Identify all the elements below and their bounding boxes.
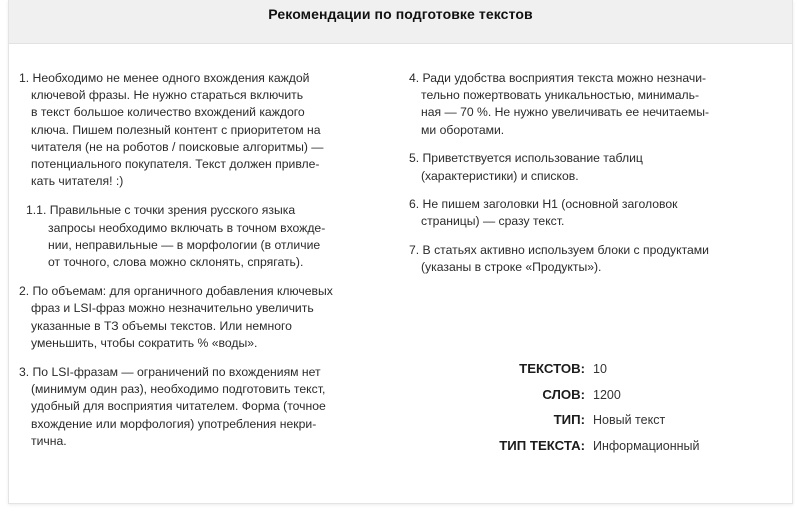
task-summary — [440, 361, 760, 463]
stat-label: ТИП ТЕКСТА: — [499, 437, 585, 453]
item-text: 2. По объемам: для органичного добавления ключевых — [19, 284, 333, 299]
recommendation-item-6 — [409, 196, 769, 230]
stat-value: 10 — [593, 362, 607, 376]
item-text: 5. Приветствуется использование таблиц — [409, 151, 643, 166]
item-text: страницы) — сразу текст. — [421, 214, 565, 229]
item-text: кать читателя! :) — [31, 174, 124, 189]
stat-texts-count — [440, 361, 760, 387]
item-text: читателя (не на роботов / поисковые алгоритмы) — — [31, 139, 324, 154]
item-text: 4. Ради удобства восприятия текста можно незначи- — [409, 71, 707, 85]
recommendation-item-1-1 — [26, 202, 394, 271]
item-text: 6. Не пишем заголовки Н1 (основной заголовок — [409, 197, 678, 212]
stat-value: Информационный — [593, 438, 700, 453]
item-text: вхождение или морфология) употребления некри- — [31, 416, 317, 431]
recommendation-item-1 — [19, 70, 394, 190]
item-text: удобный для восприятия читателем. Форма (точное — [31, 399, 326, 414]
recommendation-item-5 — [409, 150, 769, 184]
item-text: (характеристики) и списков. — [421, 168, 579, 183]
item-text: ключевой фразы. Не нужно стараться включить — [31, 88, 304, 103]
item-text: уменьшить, чтобы сократить % «воды». — [31, 335, 258, 350]
item-text: (минимум один раз), необходимо подготовить текст, — [31, 382, 326, 397]
item-text: потенциального покупателя. Текст должен привле- — [31, 157, 320, 172]
item-text: нии, неправильные — в морфологии (в отличие — [48, 237, 321, 252]
item-text: (указаны в строке «Продукты»). — [421, 260, 602, 275]
stat-value: 1200 — [593, 387, 621, 402]
item-text: ми оборотами. — [421, 122, 505, 137]
recommendation-item-4 — [409, 70, 769, 139]
item-text: тельно пожертвовать уникальностью, минималь- — [421, 88, 700, 103]
stat-type — [440, 412, 760, 438]
stat-text-type — [440, 438, 760, 464]
item-text: ключа. Пишем полезный контент с приоритетом на — [31, 122, 321, 137]
item-text: 1.1. Правильные с точки зрения русского языка — [26, 203, 296, 218]
item-text: фраз и LSI-фраз можно незначительно увеличить — [31, 301, 314, 316]
left-column — [19, 70, 394, 462]
item-text: тична. — [31, 433, 67, 448]
stat-label: ТИП: — [553, 412, 585, 427]
stat-words-count — [440, 387, 760, 413]
stat-label: СЛОВ: — [542, 386, 585, 402]
item-text: от точного, слова можно склонять, спрягать). — [48, 255, 304, 270]
item-text: указанные в ТЗ объемы текстов. Или немного — [31, 318, 292, 333]
item-text: 7. В статьях активно используем блоки с продуктами — [409, 243, 709, 258]
panel-title: Рекомендации по подготовке текстов — [268, 6, 533, 22]
stat-value: Новый текст — [593, 413, 666, 427]
stat-label: ТЕКСТОВ: — [519, 361, 585, 376]
item-text: 1. Необходимо не менее одного вхождения каждой — [19, 71, 310, 85]
right-column — [409, 70, 769, 288]
panel-header — [9, 0, 792, 44]
recommendation-item-2 — [19, 283, 394, 352]
item-text: запросы необходимо включать в точном вхожде- — [48, 220, 326, 235]
recommendation-item-3 — [19, 364, 394, 450]
recommendation-item-7 — [409, 242, 769, 276]
item-text: 3. По LSI-фразам — ограничений по вхождениям нет — [19, 365, 321, 380]
item-text: в текст большое количество вхождений каждого — [31, 105, 305, 120]
item-text: ная — 70 %. Не нужно увеличивать ее нечитаемы- — [421, 105, 710, 120]
